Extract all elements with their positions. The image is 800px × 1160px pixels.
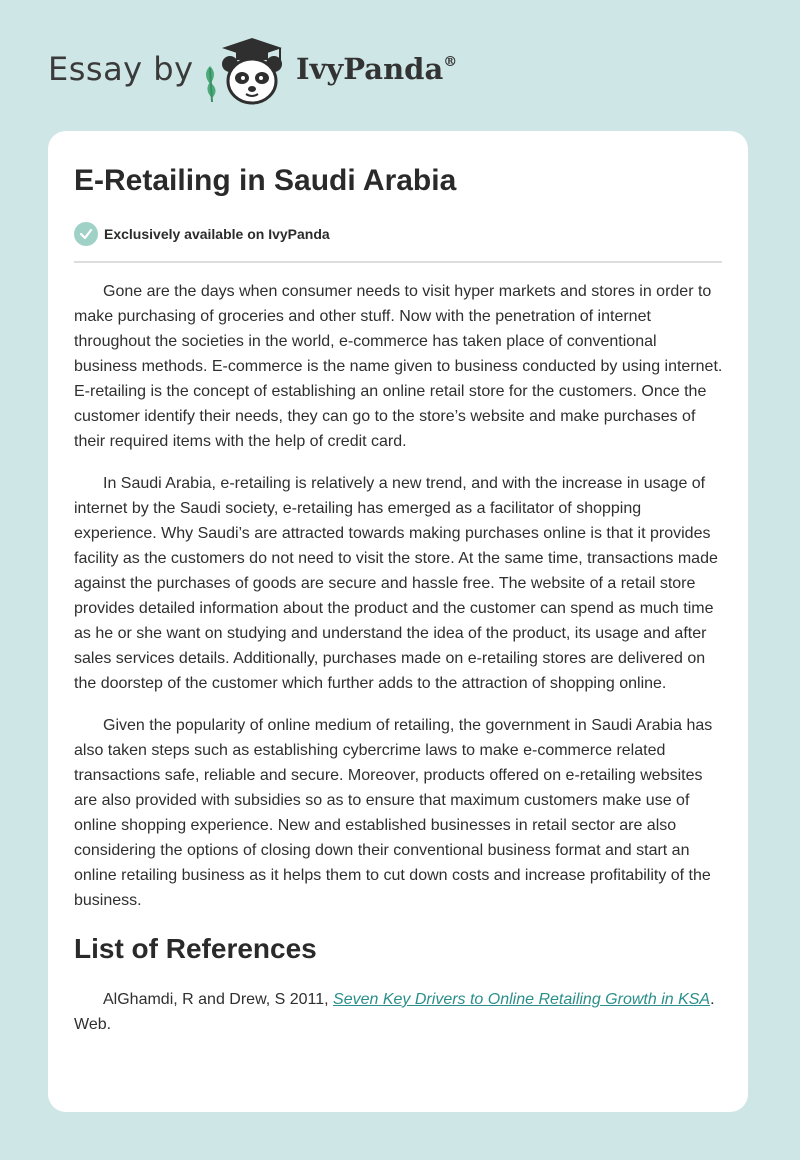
paragraph: Given the popularity of online medium of retailing, the government in Saudi Arabia has also taken steps such as establishing cybercrime laws to make e-commerce related transactions safe, reliable and secure. Moreover, products offered on e-retailing websites are also provided with subsidies so as to ensure that maximum customers make use of online shopping experience. New and established businesses in retail sector are also considering the options of closing down their conventional business format and start an online retailing business as it helps them to cut down costs and increase profitability of the business. bbox=[74, 717, 713, 909]
site-header bbox=[0, 0, 800, 130]
badge-label: Exclusively available on IvyPanda bbox=[104, 226, 330, 242]
reference-link[interactable]: Seven Key Drivers to Online Retailing Growth in KSA bbox=[333, 991, 711, 1008]
panda-logo-icon[interactable] bbox=[200, 36, 292, 106]
reference-authors: AlGhamdi, R and Drew, S 2011, bbox=[103, 991, 334, 1008]
check-icon bbox=[74, 222, 98, 246]
paragraph: In Saudi Arabia, e-retailing is relatively a new trend, and with the increase in usage of internet by the Saudi society, e-retailing has emerged as a facilitator of shopping experience. Why Saudi’s are attracted towards making purchases online is that it provides facility as the customers do not need to visit the store. At the same time, transactions made against the purchases of goods are secure and hassle free. The website of a retail store provides detailed information about the product and the customer can spend as much time as he or she want on studying and understand the idea of the product, its usage and after sales services details. Additionally, purchases made on e-retailing stores are delivered on the doorstep of the customer which further adds to the attraction of shopping online. bbox=[74, 475, 718, 692]
reference-item bbox=[74, 987, 724, 1037]
page-title: E-Retailing in Saudi Arabia bbox=[74, 164, 457, 197]
essay-card bbox=[48, 131, 748, 1112]
references-heading: List of References bbox=[74, 933, 317, 964]
reference-suffix: . Web. bbox=[74, 991, 715, 1033]
paragraph: Gone are the days when consumer needs to visit hyper markets and stores in order to make purchasing of groceries and other stuff. Now with the penetration of internet throughout the societies in the world, e-commerce has taken place of conventional business methods. E-commerce is the name given to business conducted by using internet. E-retailing is the concept of establishing an online retail store for the customers. Once the customer identify their needs, they can go to the store’s website and make purchases of their required items with the help of credit card. bbox=[74, 283, 723, 450]
registered-mark: ® bbox=[443, 54, 458, 70]
brand-name[interactable] bbox=[296, 52, 457, 86]
divider bbox=[74, 261, 722, 263]
essay-body bbox=[74, 279, 724, 1054]
essay-by-label: Essay by bbox=[48, 50, 194, 88]
exclusive-badge bbox=[74, 221, 330, 247]
brand-text: IvyPanda bbox=[296, 52, 444, 86]
